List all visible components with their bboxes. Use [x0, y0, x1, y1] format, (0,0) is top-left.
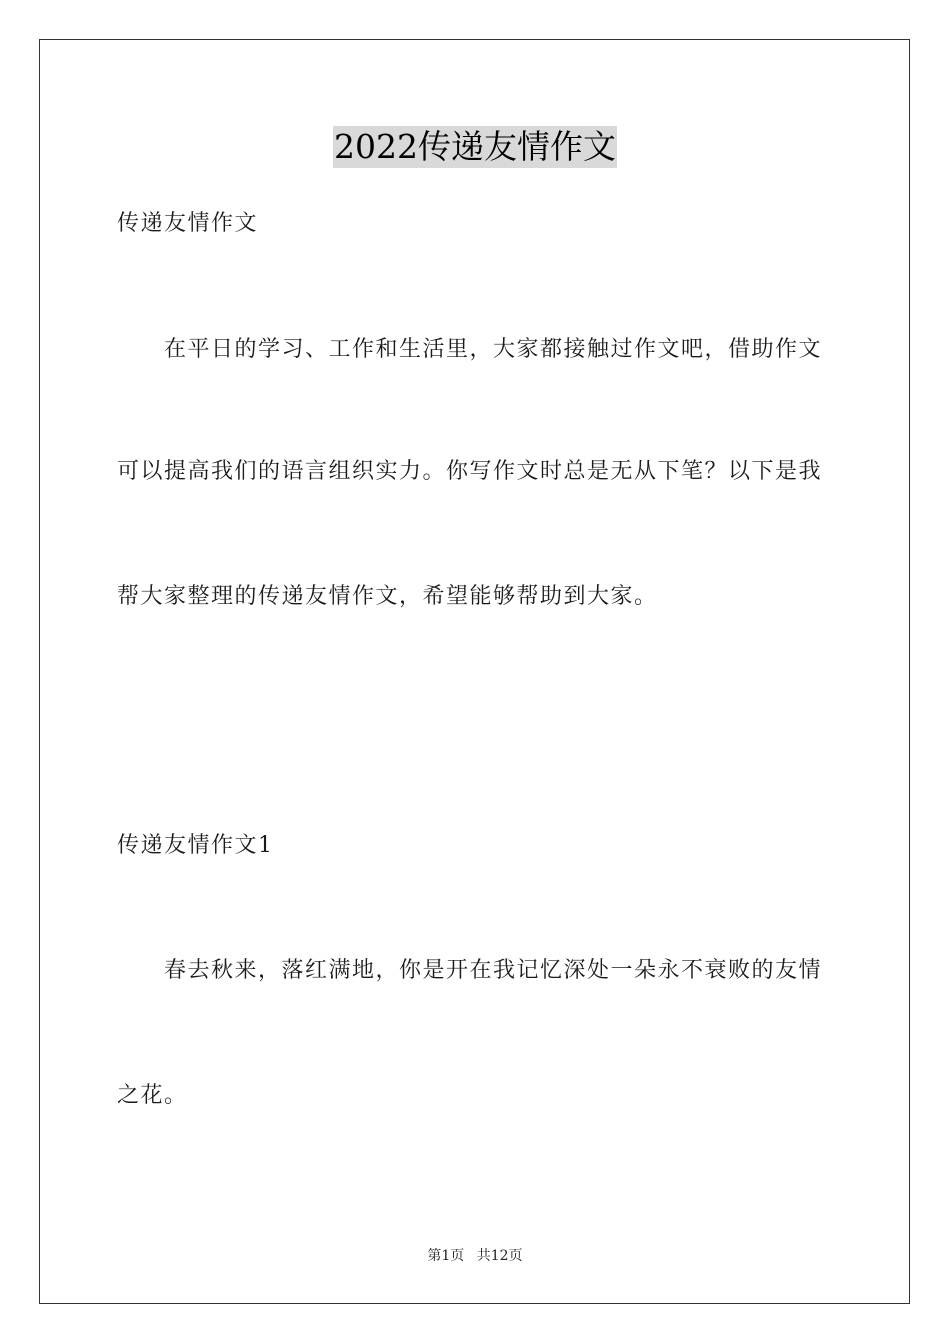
page-footer	[0, 1246, 950, 1266]
page-number: 第1页	[427, 1248, 465, 1264]
paragraph-line: 帮大家整理的传递友情作文，希望能够帮助到大家。	[117, 584, 658, 609]
title-container	[0, 126, 950, 168]
page-total: 共12页	[476, 1248, 523, 1264]
paragraph-line: 可以提高我们的语言组织实力。你写作文时总是无从下笔？以下是我	[117, 459, 823, 484]
document-title: 2022传递友情作文	[334, 127, 616, 166]
paragraph-line: 在平日的学习、工作和生活里，大家都接触过作文吧，借助作文	[164, 337, 823, 362]
document-subtitle: 传递友情作文	[117, 211, 259, 236]
section-heading: 传递友情作文1	[117, 833, 274, 858]
paragraph-line: 春去秋来，落红满地，你是开在我记忆深处一朵永不衰败的友情	[164, 958, 823, 983]
paragraph-line: 之花。	[117, 1083, 188, 1108]
